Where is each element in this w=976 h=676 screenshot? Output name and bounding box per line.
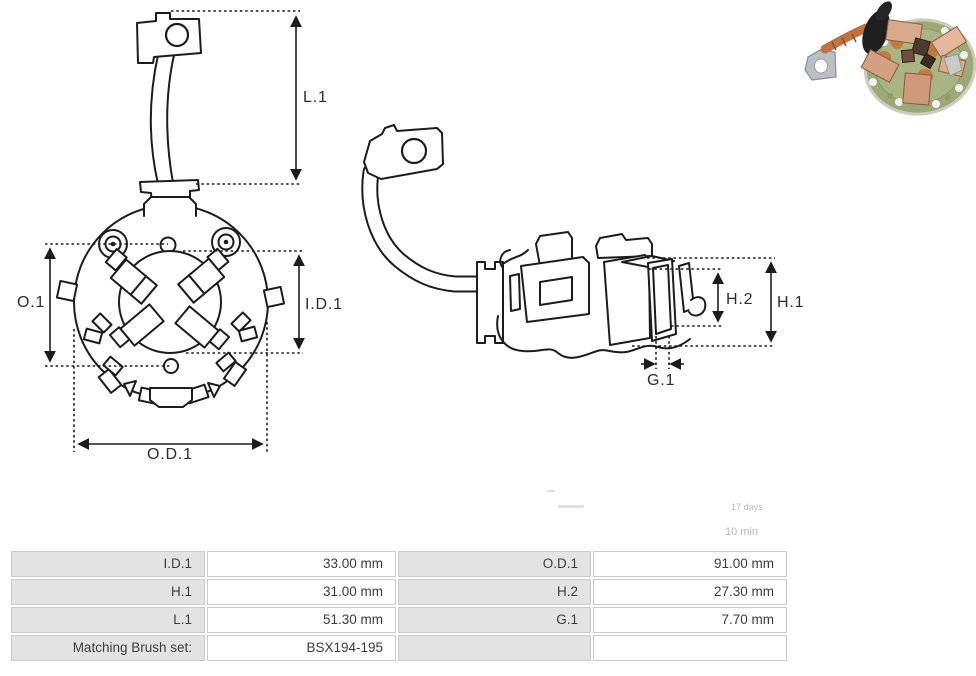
spec-value: 91.00 mm bbox=[593, 551, 787, 577]
spec-label: Matching Brush set: bbox=[11, 635, 205, 661]
spec-label: L.1 bbox=[11, 607, 205, 633]
plate-hole-bottom bbox=[164, 359, 178, 373]
front-lead-wire bbox=[151, 55, 174, 184]
photo-braided-wire bbox=[825, 28, 866, 50]
dim-label-g1: G.1 bbox=[647, 372, 676, 389]
photo-terminal-tab bbox=[805, 50, 836, 80]
dim-label-od1: O.D.1 bbox=[147, 446, 193, 463]
front-view-drawing bbox=[57, 13, 284, 407]
spec-label: H.2 bbox=[398, 579, 591, 605]
dim-label-l1: L.1 bbox=[303, 89, 328, 106]
front-terminal-hole bbox=[166, 24, 188, 46]
spec-value: 31.00 mm bbox=[207, 579, 396, 605]
spec-value: 7.70 mm bbox=[593, 607, 787, 633]
spec-label: G.1 bbox=[398, 607, 591, 633]
side-view-drawing bbox=[364, 125, 705, 358]
spec-value: BSX194-195 bbox=[207, 635, 396, 661]
spec-value bbox=[593, 635, 787, 661]
spec-label: H.1 bbox=[11, 579, 205, 605]
side-lead-wire bbox=[370, 172, 480, 284]
ghost-smudge bbox=[547, 490, 555, 492]
spec-label bbox=[398, 635, 591, 661]
spec-label: O.D.1 bbox=[398, 551, 591, 577]
ghost-smudge bbox=[558, 505, 584, 508]
ghost-text-days: 17 days bbox=[731, 502, 763, 512]
dim-label-id1: I.D.1 bbox=[305, 296, 343, 313]
dim-label-o1: O.1 bbox=[17, 294, 46, 311]
ghost-text-min: 10 min bbox=[725, 526, 759, 538]
dim-label-h1: H.1 bbox=[777, 294, 805, 311]
side-terminal-hole bbox=[402, 139, 426, 163]
spec-value: 27.30 mm bbox=[593, 579, 787, 605]
spec-table bbox=[11, 551, 787, 661]
product-photo bbox=[790, 0, 976, 125]
spec-label: I.D.1 bbox=[11, 551, 205, 577]
dim-label-h2: H.2 bbox=[726, 291, 754, 308]
spec-value: 51.30 mm bbox=[207, 607, 396, 633]
side-bracket bbox=[477, 262, 503, 343]
spec-value: 33.00 mm bbox=[207, 551, 396, 577]
